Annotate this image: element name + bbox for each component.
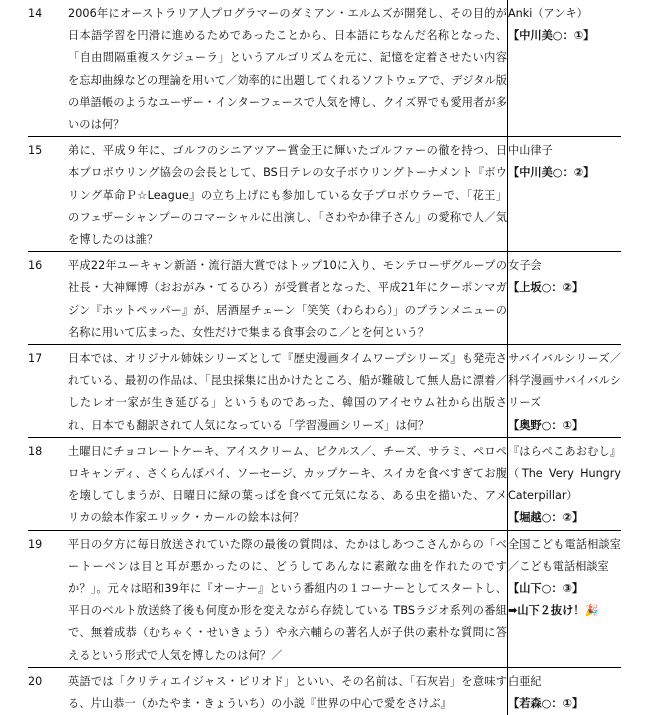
answerer-tag: 【堀越○：②】 bbox=[508, 511, 584, 525]
question-number: 15 bbox=[28, 137, 68, 252]
answerer-tag: 【中川美○：②】 bbox=[508, 166, 595, 180]
answerer-tag: 【若森○：①】 bbox=[508, 697, 584, 711]
question-row bbox=[28, 137, 621, 252]
question-row bbox=[28, 345, 621, 438]
question-text: 平成22年ユーキャン新語・流行語大賞ではトップ10に入り、モンテローザグループの社長・大神輝博（おおがみ・てるひろ）が受賞者となった、平成21年にクーポンマガジン『ホットペッパー』が、居酒屋チェーン「笑笑（わらわら）」のプランメニューの名称に用いて広まった、女性だけで集まる食事会のこ／とを何という？ bbox=[68, 252, 508, 345]
question-row bbox=[28, 0, 621, 137]
answer-text: 全国こども電話相談室／こども電話相談室 bbox=[508, 537, 621, 573]
question-row bbox=[28, 437, 621, 530]
answerer-tag: 【上坂○：②】 bbox=[508, 281, 584, 295]
question-text: 日本では、オリジナル姉妹シリーズとして『歴史漫画タイムワープシリーズ』も発売されている、最初の作品は、「昆虫採集に出かけたところ、船が難破して無人島に漂着／したレオ一家が生き延びる」というものであった、韓国のアイセウム社から出版され、日本でも翻訳されて人気になっている「学習漫画シリーズ」は何？ bbox=[68, 345, 508, 438]
answer-text: Anki（アンキ） bbox=[508, 7, 588, 20]
answer-cell bbox=[508, 0, 622, 137]
answer-text: 白亜紀 bbox=[508, 674, 542, 688]
result-note: ➡山下２抜け！🎉 bbox=[508, 604, 599, 618]
answer-cell bbox=[508, 137, 622, 252]
answer-cell bbox=[508, 252, 622, 345]
question-text: 土曜日にチョコレートケーキ、アイスクリーム、ピクルス／、チーズ、サラミ、ペロペロキャンディ、さくらんぼパイ、ソーセージ、カップケーキ、スイカを食べすぎてお腹を壊してしまうが、日曜日に緑の葉っぱを食べて元気になる、ある虫を描いた、アメリカの絵本作家エリック・カールの絵本は何？ bbox=[68, 437, 508, 530]
question-number: 16 bbox=[28, 252, 68, 345]
question-row bbox=[28, 667, 621, 715]
answerer-tag: 【奥野○：①】 bbox=[508, 418, 584, 432]
answer-cell bbox=[508, 345, 622, 438]
question-number: 19 bbox=[28, 530, 68, 667]
answer-text: 女子会 bbox=[508, 259, 542, 273]
question-row bbox=[28, 252, 621, 345]
quiz-question-table bbox=[28, 0, 621, 715]
answer-text: 中山律子 bbox=[508, 144, 553, 158]
answer-cell bbox=[508, 667, 622, 715]
answer-cell bbox=[508, 437, 622, 530]
answer-text: サバイバルシリーズ／科学漫画サバイバルシリーズ bbox=[508, 352, 621, 410]
question-row bbox=[28, 530, 621, 667]
question-text: 平日の夕方に毎日放送されていた際の最後の質問は、たかはしあつこさんからの「ベートーベンは目と耳が悪かったのに、どうしてあんなに素敵な曲を作れたのですか？」。元々は昭和39年に『オーナー』という番組内の１コーナーとしてスタートし、平日のベルト放送終了後も何度か形を変えながら存続している TBSラジオ系列の番組で、無着成恭（むちゃく・せいきょう）や永六輔らの著名人が子供の素朴な質問に答えるという形式で人気を博したのは何？／ bbox=[68, 530, 508, 667]
answerer-tag: 【中川美○：①】 bbox=[508, 29, 595, 43]
question-number: 14 bbox=[28, 7, 43, 20]
question-number: 18 bbox=[28, 437, 68, 530]
answerer-tag: 【山下○：③】 bbox=[508, 582, 584, 596]
question-number: 20 bbox=[28, 667, 68, 715]
answer-text: 『はらぺこあおむし』（The Very Hungry Caterpillar） bbox=[508, 444, 621, 503]
question-number: 17 bbox=[28, 345, 68, 438]
question-text: 英語では「クリティエイジャス・ピリオド」といい、その名前は、「石灰岩」を意味する、片山恭一（かたやま・きょういち）の小説『世界の中心で愛をさけぶ』 bbox=[68, 667, 508, 715]
question-text: 弟に、平成９年に、ゴルフのシニアツアー賞金王に輝いたゴルファーの徹を持つ、日本プロボウリング協会の会長として、BS日テレの女子ボウリングトーナメント『ボウリング革命Ｐ☆League』の立ち上げにも参加している女子プロボウラーで、「花王」のフェザーシャンプーのコマーシャルに出演し、「さわやか律子さん」の愛称で人／気を博したのは誰？ bbox=[68, 137, 508, 252]
answer-cell bbox=[508, 530, 622, 667]
question-text: 2006年にオーストラリア人プログラマーのダミアン・エルムズが開発し、その目的が日本語学習を円滑に進めるためであったことから、日本語にちなんだ名称となった、「自由間隔重複スケジューラ」というアルゴリズムを元に、記憶を定着させたい内容を忘却曲線などの理論を用いて／効率的に出題してくれるソフトウェアで、デジタル版の単語帳のようなユーザー・インターフェースで人気を博し、クイズ界でも愛用者が多いのは何？ bbox=[68, 7, 507, 132]
